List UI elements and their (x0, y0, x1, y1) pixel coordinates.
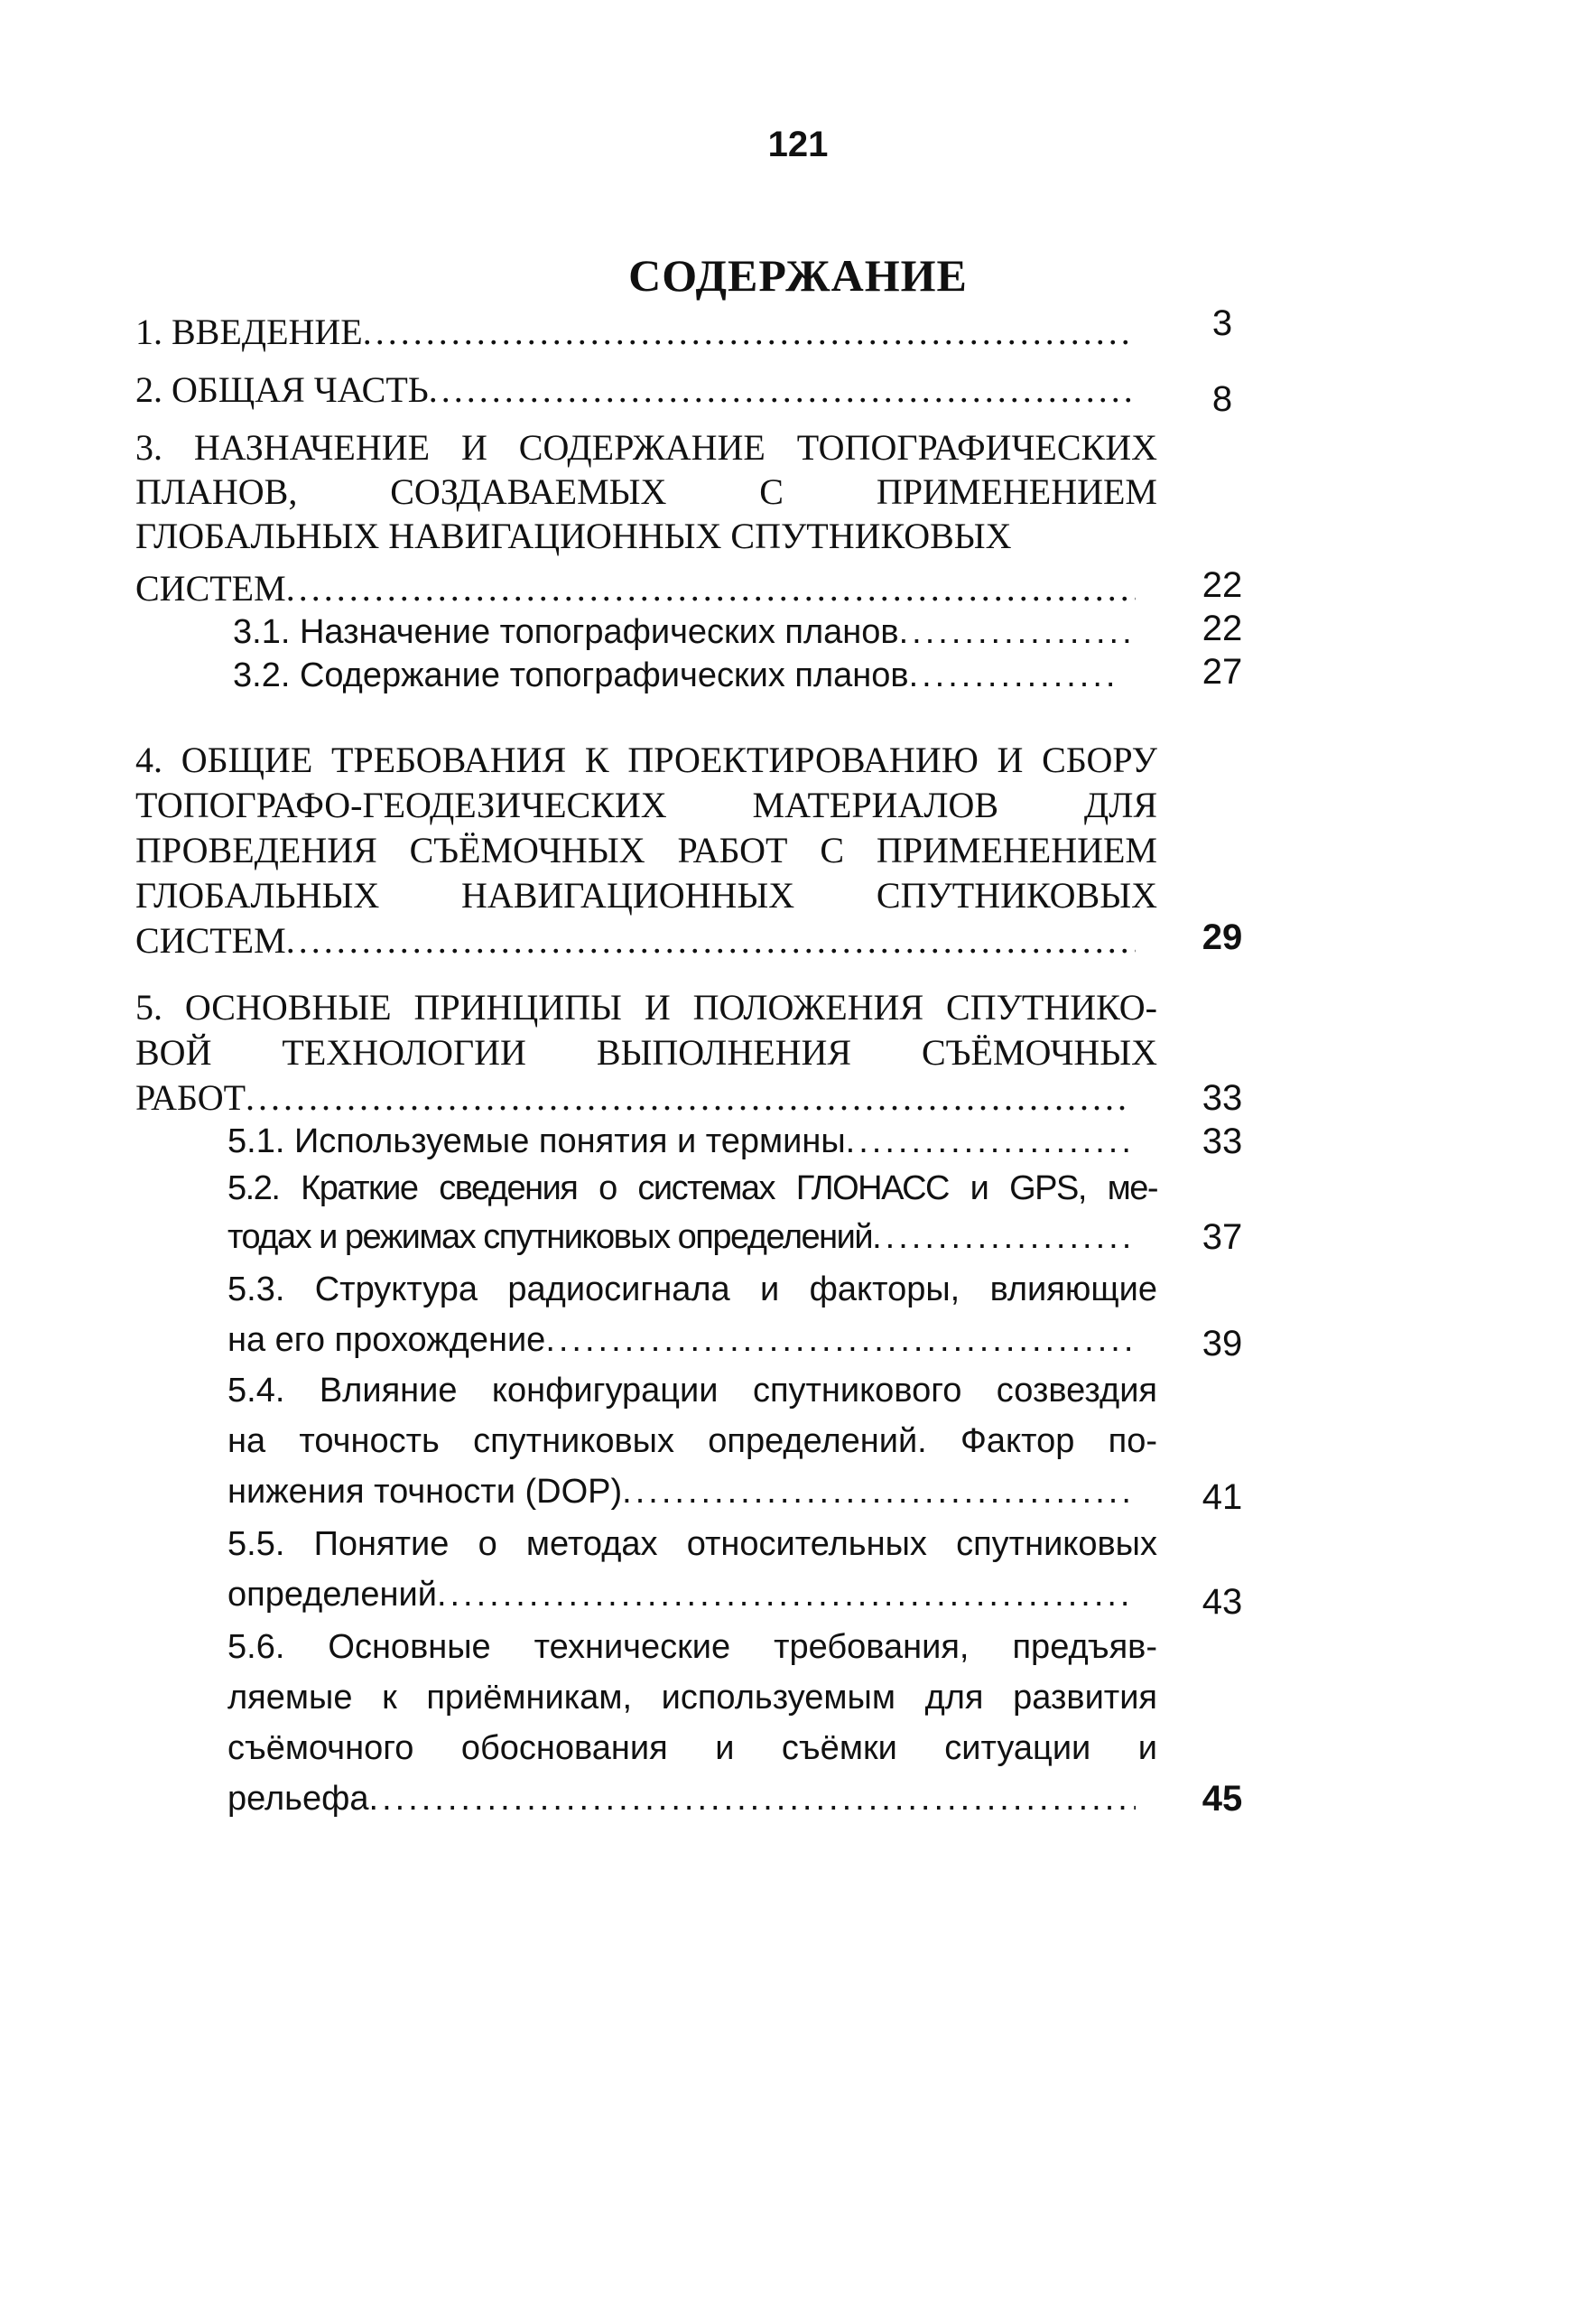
toc-entry-5-5-title-end: определений (227, 1576, 437, 1614)
toc-entry-5-6-page: 45 (1202, 1779, 1243, 1819)
toc-entry-4-title-end: СИСТЕМ (135, 920, 286, 961)
leader-dots (363, 311, 1136, 354)
toc-entry-5-line-1: 5. ОСНОВНЫЕ ПРИНЦИПЫ И ПОЛОЖЕНИЯ СПУТНИКО- (135, 987, 1157, 1028)
toc-heading: СОДЕРЖАНИЕ (628, 250, 968, 301)
toc-entry-5-1-page: 33 (1202, 1121, 1243, 1161)
toc-entry-4-page: 29 (1202, 917, 1243, 957)
toc-entry-4-line-4: ГЛОБАЛЬНЫХ НАВИГАЦИОННЫХ СПУТНИКОВЫХ (135, 875, 1157, 916)
toc-entry-5-4-line-1: 5.4. Влияние конфигурации спутникового созвездия (227, 1372, 1157, 1410)
toc-entry-3-line-3: ГЛОБАЛЬНЫХ НАВИГАЦИОННЫХ СПУТНИКОВЫХ (135, 516, 1012, 556)
toc-entry-5-title-end: РАБОТ (135, 1077, 246, 1118)
leader-dots (286, 567, 1136, 610)
toc-entry-5-1-title: 5.1. Используемые понятия и термины (227, 1122, 846, 1160)
toc-entry-4-line-3: ПРОВЕДЕНИЯ СЪЁМОЧНЫХ РАБОТ С ПРИМЕНЕНИЕМ (135, 830, 1157, 870)
toc-entry-5-3-title-end: на его прохождение (227, 1321, 546, 1359)
toc-entry-3-2-page: 27 (1202, 652, 1243, 692)
toc-entry-1-page: 3 (1211, 303, 1233, 343)
toc-entry-5-line-3 (135, 1076, 1128, 1120)
leader-dots (846, 1120, 1136, 1163)
toc-entry-4-line-2: ТОПОГРАФО-ГЕОДЕЗИЧЕСКИХ МАТЕРИАЛОВ ДЛЯ (135, 785, 1157, 825)
toc-entry-2-page: 8 (1211, 379, 1233, 419)
leader-dots (246, 1076, 1128, 1120)
toc-entry-5-3-line-1: 5.3. Структура радиосигнала и факторы, влияющие (227, 1270, 1157, 1308)
toc-entry-5-line-2: ВОЙ ТЕХНОЛОГИИ ВЫПОЛНЕНИЯ СЪЁМОЧНЫХ (135, 1032, 1157, 1073)
toc-entry-5-5-line-2 (227, 1573, 1136, 1616)
toc-entry-5-6-line-3: съёмочного обоснования и съёмки ситуации и (227, 1729, 1157, 1767)
toc-entry-5-5-line-1: 5.5. Понятие о методах относительных спутниковых (227, 1525, 1157, 1563)
leader-dots (429, 368, 1136, 412)
toc-entry-3-line-2: ПЛАНОВ, СОЗДАВАЕМЫХ С ПРИМЕНЕНИЕМ (135, 471, 1157, 512)
leader-dots (286, 919, 1136, 963)
toc-entry-3-2-line (233, 654, 1116, 697)
toc-entry-3-line-1: 3. НАЗНАЧЕНИЕ И СОДЕРЖАНИЕ ТОПОГРАФИЧЕСКИХ (135, 427, 1157, 468)
leader-dots (622, 1470, 1136, 1513)
toc-entry-5-6-title-end: рельефа (227, 1780, 369, 1818)
toc-entry-5-2-title-end: тодах и режимах спутниковых определений (227, 1218, 873, 1256)
toc-entry-5-1-line (227, 1120, 1136, 1163)
toc-entry-5-6-line-4 (227, 1777, 1136, 1820)
leader-dots (899, 610, 1136, 654)
toc-entry-5-2-line-2 (227, 1215, 1136, 1259)
toc-entry-1-line (135, 311, 1136, 354)
toc-entry-5-6-line-1: 5.6. Основные технические требования, предъяв- (227, 1628, 1157, 1666)
page-number: 121 (767, 125, 829, 164)
toc-entry-3-line-4 (135, 567, 1136, 610)
toc-entry-5-3-line-2 (227, 1318, 1136, 1362)
leader-dots (369, 1777, 1136, 1820)
toc-entry-3-title-end: СИСТЕМ (135, 568, 286, 609)
leader-dots (872, 1215, 1136, 1259)
toc-entry-5-2-line-1: 5.2. Краткие сведения о системах ГЛОНАСС и GPS, ме- (227, 1169, 1157, 1207)
toc-entry-5-page: 33 (1202, 1078, 1243, 1118)
toc-entry-5-4-title-end: нижения точности (DOP) (227, 1473, 623, 1511)
toc-entry-4-line-5 (135, 919, 1136, 963)
toc-entry-3-page: 22 (1202, 565, 1243, 605)
toc-entry-5-4-line-3 (227, 1470, 1136, 1513)
toc-entry-5-5-page: 43 (1202, 1582, 1243, 1622)
toc-entry-3-1-page: 22 (1202, 609, 1243, 648)
toc-entry-2-line (135, 368, 1136, 412)
toc-entry-4-line-1: 4. ОБЩИЕ ТРЕБОВАНИЯ К ПРОЕКТИРОВАНИЮ И СБОРУ (135, 740, 1157, 780)
toc-entry-1-title: 1. ВВЕДЕНИЕ (135, 312, 363, 352)
leader-dots (437, 1573, 1136, 1616)
toc-entry-2-title: 2. ОБЩАЯ ЧАСТЬ (135, 369, 429, 410)
leader-dots (545, 1318, 1136, 1362)
toc-entry-5-3-page: 39 (1202, 1324, 1243, 1363)
leader-dots (909, 654, 1116, 697)
toc-entry-3-1-line (233, 610, 1136, 654)
toc-entry-3-1-title: 3.1. Назначение топографических планов (233, 613, 899, 651)
toc-entry-5-6-line-2: ляемые к приёмникам, используемым для развития (227, 1679, 1157, 1717)
toc-entry-5-4-line-2: на точность спутниковых определений. Фактор по- (227, 1422, 1157, 1460)
toc-entry-3-2-title: 3.2. Содержание топографических планов (233, 656, 909, 694)
toc-entry-5-2-page: 37 (1202, 1217, 1243, 1257)
toc-entry-5-4-page: 41 (1202, 1477, 1243, 1517)
